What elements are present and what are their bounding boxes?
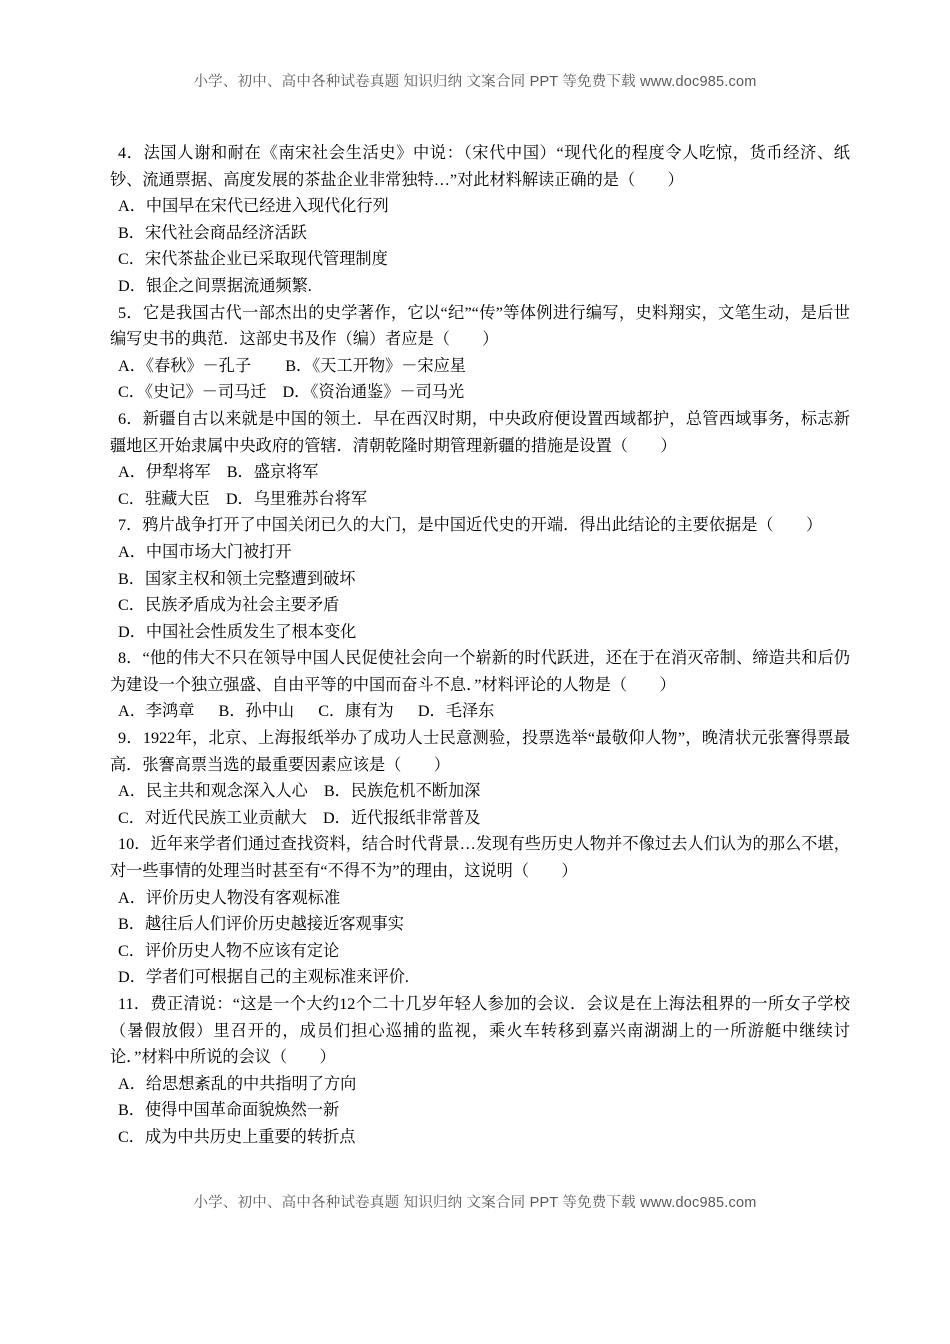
option-row [110,353,850,380]
option-item[interactable]: A．中国早在宋代已经进入现代化行列 [118,197,389,216]
option-row [110,778,850,805]
option-item[interactable]: B．越往后人们评价历史越接近客观事实 [118,915,404,934]
question-block-11 [110,991,850,1151]
option-item[interactable]: D．学者们可根据自己的主观标准来评价. [118,968,409,987]
option-row [110,379,850,406]
question-stem: 9．1922年，北京、上海报纸举办了成功人士民意测验，投票选举“最敬仰人物”，晚清状元张謇得票最高．张謇高票当选的最重要因素应该是（ ） [110,729,850,774]
option-item[interactable]: D．银企之间票据流通频繁. [118,276,312,295]
option-list [110,353,850,406]
option-row [110,698,850,725]
option-item[interactable]: B．民族危机不断加深 [323,782,481,801]
option-list [110,193,850,299]
question-block-8 [110,645,850,725]
option-item[interactable]: B．使得中国革命面貌焕然一新 [118,1101,340,1120]
option-row [110,805,850,832]
option-item[interactable]: C．对近代民族工业贡献大 [118,808,307,827]
option-list [110,885,850,991]
option-item[interactable]: C．《史记》－司马迁 [118,383,267,402]
option-item[interactable]: C．康有为 [318,702,394,721]
exam-questions-container [110,140,850,1151]
option-item[interactable]: D．《资治通鉴》－司马光 [282,383,465,402]
question-stem: 5．它是我国古代一部杰出的史学著作，它以“纪”“传”等体例进行编写，史料翔实，文笔生动，是后世编写史书的典范．这部史书及作（编）者应是（ ） [110,303,850,349]
question-stem: 4．法国人谢和耐在《南宋社会生活史》中说：（宋代中国）“现代化的程度令人吃惊，货币经济、纸钞、流通票据、高度发展的茶盐企业非常独特…”对此材料解读正确的是（ ） [110,144,850,189]
question-block-9 [110,725,850,831]
option-item[interactable]: A．评价历史人物没有客观标准 [118,888,341,907]
option-item[interactable]: C．成为中共历史上重要的转折点 [118,1127,356,1146]
question-stem: 10．近年来学者们通过查找资料，结合时代背景…发现有些历史人物并不像过去人们认为的那么不堪，对一些事情的处理当时甚至有“不得不为”的理由，这说明（ ） [110,835,850,881]
question-block-10 [110,831,850,991]
watermark-footer: 小学、初中、高中各种试卷真题 知识归纳 文案合同 PPT 等免费下载 www.doc985.com [193,1195,757,1211]
option-item[interactable]: C．评价历史人物不应该有定论 [118,941,340,960]
option-item[interactable]: D．毛泽东 [417,702,495,721]
option-row [110,486,850,513]
option-item[interactable]: C．驻藏大臣 [118,489,210,508]
option-list [110,778,850,831]
option-item[interactable]: A．给思想紊乱的中共指明了方向 [118,1074,357,1093]
option-item[interactable]: D．乌里雅苏台将军 [225,489,368,508]
option-item[interactable]: D．中国社会性质发生了根本变化 [118,622,357,641]
option-list [110,539,850,645]
question-block-6 [110,406,850,512]
option-item[interactable]: A．中国市场大门被打开 [118,542,292,561]
question-block-7 [110,512,850,645]
option-list [110,459,850,512]
question-stem: 8．“他的伟大不只在领导中国人民促使社会向一个崭新的时代跃进，还在于在消灭帝制、缔造共和后仍为建设一个独立强盛、自由平等的中国而奋斗不息．”材料评论的人物是（ ） [110,649,850,694]
option-item[interactable]: B．宋代社会商品经济活跃 [118,223,307,242]
option-item[interactable]: C．民族矛盾成为社会主要矛盾 [118,596,340,615]
option-item[interactable]: D．近代报纸非常普及 [322,808,481,827]
question-block-4 [110,140,850,300]
question-stem: 7．鸦片战争打开了中国关闭已久的大门，是中国近代史的开端．得出此结论的主要依据是（ ） [118,516,823,535]
option-item[interactable]: B．《天工开物》－宋应星 [285,356,466,375]
option-item[interactable]: B．盛京将军 [226,463,319,482]
watermark-header: 小学、初中、高中各种试卷真题 知识归纳 文案合同 PPT 等免费下载 www.doc985.com [193,74,757,90]
option-item[interactable]: A．《春秋》－孔子 [118,356,252,375]
option-list [110,1071,850,1151]
option-row [110,459,850,486]
question-stem: 11．费正清说：“这是一个大约12个二十几岁年轻人参加的会议．会议是在上海法租界的一所女子学校（暑假放假）里召开的，成员们担心巡捕的监视，乘火车转移到嘉兴南湖湖上的一所游艇中继续讨论．”材料中所说的会议（ ） [110,995,850,1067]
option-item[interactable]: B．国家主权和领土完整遭到破坏 [118,569,356,588]
question-block-5 [110,300,850,406]
question-stem: 6．新疆自古以来就是中国的领土．早在西汉时期，中央政府便设置西域都护，总管西域事务，标志新疆地区开始隶属中央政府的管辖．清朝乾隆时期管理新疆的措施是设置（ ） [110,409,850,455]
option-item[interactable]: A．李鸿章 [118,702,195,721]
option-item[interactable]: C．宋代茶盐企业已采取现代管理制度 [118,250,388,269]
option-item[interactable]: A．伊犁将军 [118,463,211,482]
option-item[interactable]: A．民主共和观念深入人心 [118,782,308,801]
option-list [110,698,850,725]
option-item[interactable]: B．孙中山 [218,702,295,721]
